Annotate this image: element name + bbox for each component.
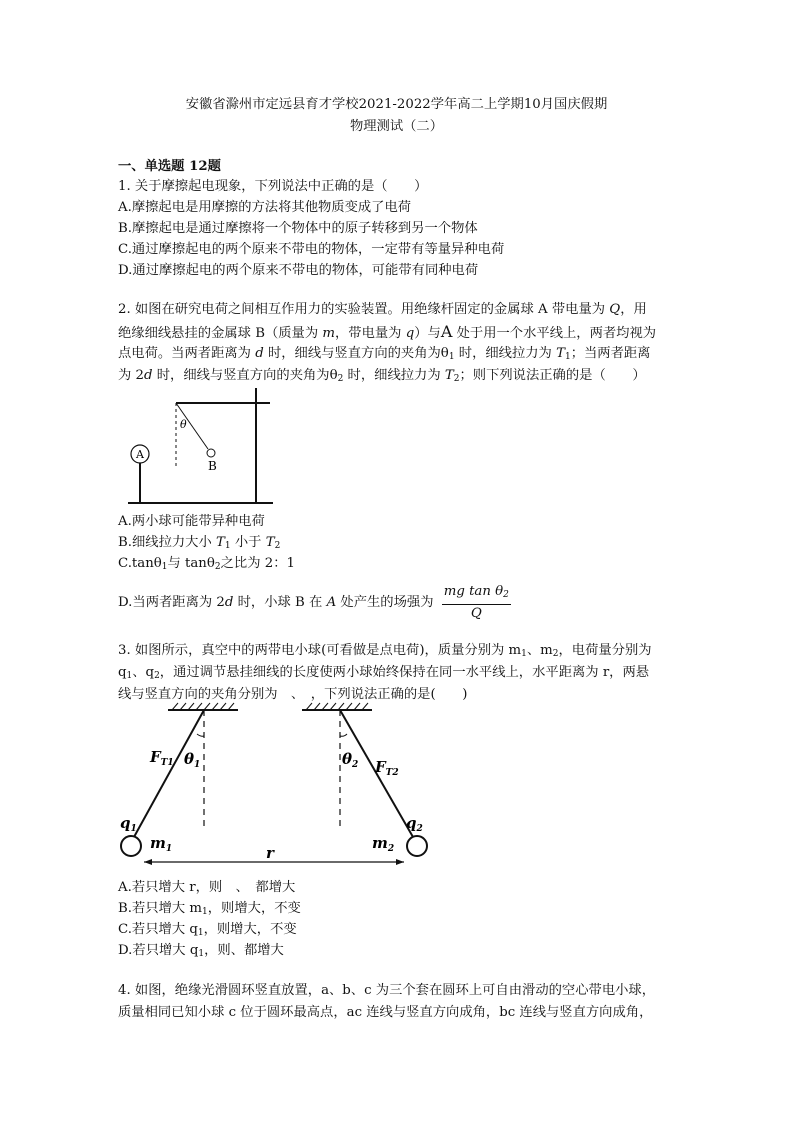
r-label: r — [266, 844, 274, 862]
q1-option-c: C.通过摩擦起电的两个原来不带电的物体，一定带有等量异种电荷 — [118, 242, 505, 257]
q2-label: $q_2$ — [406, 814, 423, 834]
document-title-line2: 物理测试（二） — [349, 119, 444, 134]
q3-option-d: D.若只增大 $q_1$，则、都增大 — [118, 943, 284, 959]
ball-m2 — [407, 836, 427, 856]
q2-option-a: A.两小球可能带异种电荷 — [118, 514, 265, 529]
theta2-label: $\theta_2$ — [342, 750, 359, 770]
q3-figure — [110, 700, 450, 878]
q3-stem-line1: 3. 如图所示，真空中的两带电小球(可看做是点电荷)，质量分别为 $m_1$、$m_2$，电荷量分别为 — [118, 643, 652, 659]
q2-figure — [118, 386, 278, 508]
q1-label: $q_1$ — [120, 814, 137, 834]
q3-option-b: B.若只增大 $m_1$，则增大，不变 — [118, 901, 301, 917]
ball-b — [207, 449, 215, 457]
m1-label: $m_1$ — [150, 834, 173, 854]
q4-stem-line2: 质量相同已知小球 c 位于圆环最高点，ac 连线与竖直方向成角，bc 连线与竖直方向成角， — [118, 1005, 653, 1020]
q2-stem-line2: 绝缘细线悬挂的金属球 B（质量为 m，带电量为 q）与A 处于用一个水平线上，两者均视为 — [118, 322, 657, 341]
q1-option-b: B.摩擦起电是通过摩擦将一个物体中的原子转移到另一个物体 — [118, 221, 478, 236]
ball-b-label: B — [208, 459, 217, 473]
q4-stem-line1: 4. 如图，绝缘光滑圆环竖直放置，a、b、c 为三个套在圆环上可自由滑动的空心带电小球， — [118, 983, 656, 998]
q2-stem-line4: 为 2d 时，细线与竖直方向的夹角为$\theta_2$ 时，细线拉力为 $T_2$；则下列说法正确的是（ ） — [118, 368, 646, 384]
q2-option-c: C.tanθ$_1$与 tanθ$_2$之比为 2：1 — [118, 556, 295, 572]
ft1-label: $F_{T1}$ — [150, 748, 174, 768]
q3-stem-line2: $q_1$、$q_2$，通过调节悬挂细线的长度使两小球始终保持在同一水平线上，水平距离为 r，两悬 — [118, 665, 650, 681]
q1-stem: 1. 关于摩擦起电现象，下列说法中正确的是（ ） — [118, 179, 428, 194]
document-title-line1: 安徽省滁州市定远县育才学校2021-2022学年高二上学期10月国庆假期 — [185, 97, 608, 112]
q3-option-a: A.若只增大 r，则 、 都增大 — [118, 880, 296, 895]
theta1-label: $\theta_1$ — [184, 750, 201, 770]
q2-stem-line3: 点电荷。当两者距离为 d 时，细线与竖直方向的夹角为$\theta_1$ 时，细线拉力为 $T_1$；当两者距离 — [118, 346, 651, 362]
q3-stem-line3: 线与竖直方向的夹角分别为 、 ，下列说法正确的是( ) — [118, 687, 468, 702]
ball-a-label: A — [136, 448, 144, 461]
q2-stem-line1: 2. 如图在研究电荷之间相互作用力的实验装置。用绝缘杆固定的金属球 A 带电量为 Q，用 — [118, 302, 647, 317]
theta-label: θ — [180, 418, 187, 431]
section-heading: 一、单选题 12题 — [118, 159, 221, 174]
q1-option-d: D.通过摩擦起电的两个原来不带电的物体，可能带有同种电荷 — [118, 263, 479, 278]
ball-m1 — [121, 836, 141, 856]
m2-label: $m_2$ — [372, 834, 395, 854]
q2-option-d: D.当两者距离为 2d 时，小球 B 在 A 处产生的场强为 $\frac{mg \tan \theta_2}{Q}$ — [118, 584, 509, 621]
q3-option-c: C.若只增大 $q_1$，则增大，不变 — [118, 922, 297, 938]
q1-option-a: A.摩擦起电是用摩擦的方法将其他物质变成了电荷 — [118, 200, 412, 215]
field-strength-fraction: $\frac{mg \tan \theta_2}{Q}$ — [443, 584, 509, 621]
ft2-label: $F_{T2}$ — [375, 758, 399, 778]
q2-option-b: B.细线拉力大小 $T_1$ 小于 $T_2$ — [118, 535, 281, 551]
